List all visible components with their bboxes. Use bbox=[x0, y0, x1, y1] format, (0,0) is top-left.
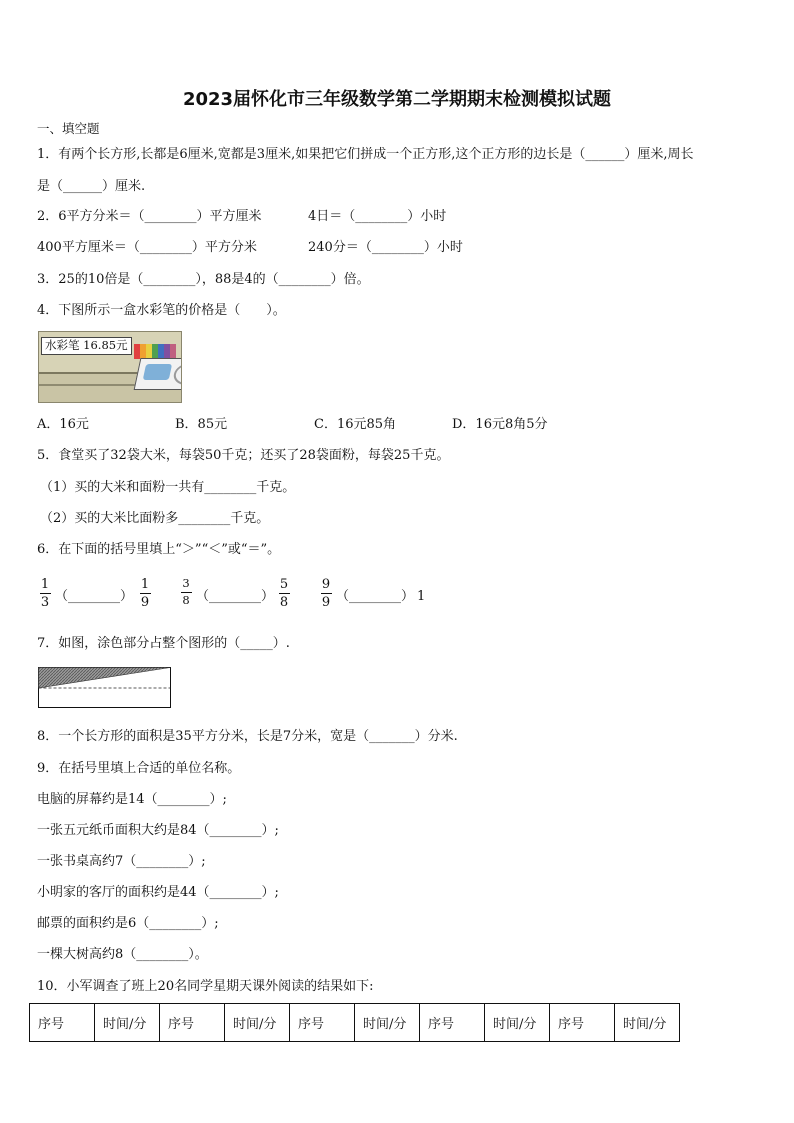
denominator: 3 bbox=[40, 595, 50, 610]
question-2-part-b: 4日＝（________）小时 bbox=[308, 209, 447, 224]
numerator: 5 bbox=[279, 577, 289, 592]
numerator: 1 bbox=[140, 577, 150, 592]
question-9-item: 一张书桌高约7（________）; bbox=[37, 854, 206, 869]
denominator: 8 bbox=[182, 592, 190, 607]
question-5-part-1: （1）买的大米和面粉一共有________千克。 bbox=[40, 480, 296, 495]
question-5-part-2: （2）买的大米比面粉多________千克。 bbox=[40, 511, 270, 526]
question-5-stem: 5．食堂买了32袋大米，每袋50千克；还买了28袋面粉，每袋25千克。 bbox=[37, 448, 450, 463]
question-9-stem: 9．在括号里填上合适的单位名称。 bbox=[37, 761, 241, 776]
compare-blank: （________） bbox=[336, 589, 415, 604]
question-9-item: 一棵大树高约8（________）。 bbox=[37, 947, 208, 962]
option-a: A．16元 bbox=[37, 417, 89, 432]
reading-time-table bbox=[29, 1003, 680, 1042]
question-1-line-1: 1．有两个长方形,长都是6厘米,宽都是3厘米,如果把它们拼成一个正方形,这个正方形的边长是（______）厘米,周长 bbox=[37, 147, 694, 162]
question-6-stem: 6．在下面的括号里填上“＞”“＜”或“＝”。 bbox=[37, 542, 281, 557]
fraction bbox=[180, 578, 192, 606]
denominator: 9 bbox=[140, 595, 150, 610]
question-4-stem: 4．下图所示一盒水彩笔的价格是（ ）。 bbox=[37, 303, 286, 318]
option-c: C．16元85角 bbox=[314, 417, 397, 432]
table-header-cell: 序号 bbox=[290, 1004, 355, 1042]
question-9-item: 一张五元纸币面积大约是84（________）; bbox=[37, 823, 279, 838]
compare-blank: （________） bbox=[55, 589, 134, 604]
table-header-cell: 序号 bbox=[420, 1004, 485, 1042]
shaded-rectangle-figure bbox=[38, 667, 172, 709]
numerator: 1 bbox=[40, 577, 50, 592]
question-1-line-2: 是（______）厘米. bbox=[37, 179, 146, 194]
fraction bbox=[278, 578, 290, 609]
fraction bbox=[39, 578, 51, 609]
table-header-cell: 时间/分 bbox=[95, 1004, 160, 1042]
section-heading: 一、填空题 bbox=[37, 121, 100, 136]
question-2-part-d: 240分＝（________）小时 bbox=[308, 240, 463, 255]
question-10-stem: 10．小军调查了班上20名同学星期天课外阅读的结果如下: bbox=[37, 979, 374, 994]
table-header-cell: 序号 bbox=[160, 1004, 225, 1042]
question-2-part-c: 400平方厘米＝（________）平方分米 bbox=[37, 240, 257, 255]
question-9-item: 电脑的屏幕约是14（________）; bbox=[37, 792, 227, 807]
table-header-cell: 时间/分 bbox=[485, 1004, 550, 1042]
price-tag: 水彩笔 16.85元 bbox=[41, 337, 132, 355]
question-7: 7．如图，涂色部分占整个图形的（_____）. bbox=[37, 636, 290, 651]
option-d: D．16元8角5分 bbox=[452, 417, 548, 432]
table-header-cell: 序号 bbox=[550, 1004, 615, 1042]
table-header-row bbox=[30, 1004, 680, 1042]
compare-blank: （________） bbox=[196, 589, 275, 604]
numerator: 3 bbox=[182, 576, 190, 590]
page-title: 2023届怀化市三年级数学第二学期期末检测模拟试题 bbox=[182, 89, 612, 110]
watercolor-pen-box-image bbox=[38, 331, 182, 403]
table-header-cell: 序号 bbox=[30, 1004, 95, 1042]
fraction bbox=[320, 578, 332, 609]
question-9-item: 小明家的客厅的面积约是44（________）; bbox=[37, 885, 279, 900]
numerator: 9 bbox=[321, 577, 331, 592]
pen-tips bbox=[134, 344, 176, 359]
denominator: 8 bbox=[279, 595, 289, 610]
pen-box bbox=[134, 358, 182, 390]
table-header-cell: 时间/分 bbox=[225, 1004, 290, 1042]
question-9-item: 邮票的面积约是6（________）; bbox=[37, 916, 219, 931]
denominator: 9 bbox=[321, 595, 331, 610]
compare-value: 1 bbox=[417, 589, 426, 604]
option-b: B．85元 bbox=[175, 417, 228, 432]
question-3: 3．25的10倍是（________），88是4的（________）倍。 bbox=[37, 272, 370, 287]
table-header-cell: 时间/分 bbox=[355, 1004, 420, 1042]
question-8: 8．一个长方形的面积是35平方分米，长是7分米，宽是（_______）分米. bbox=[37, 729, 458, 744]
fraction bbox=[139, 578, 151, 609]
table-header-cell: 时间/分 bbox=[615, 1004, 680, 1042]
question-2-part-a: 2．6平方分米＝（________）平方厘米 bbox=[37, 209, 262, 224]
